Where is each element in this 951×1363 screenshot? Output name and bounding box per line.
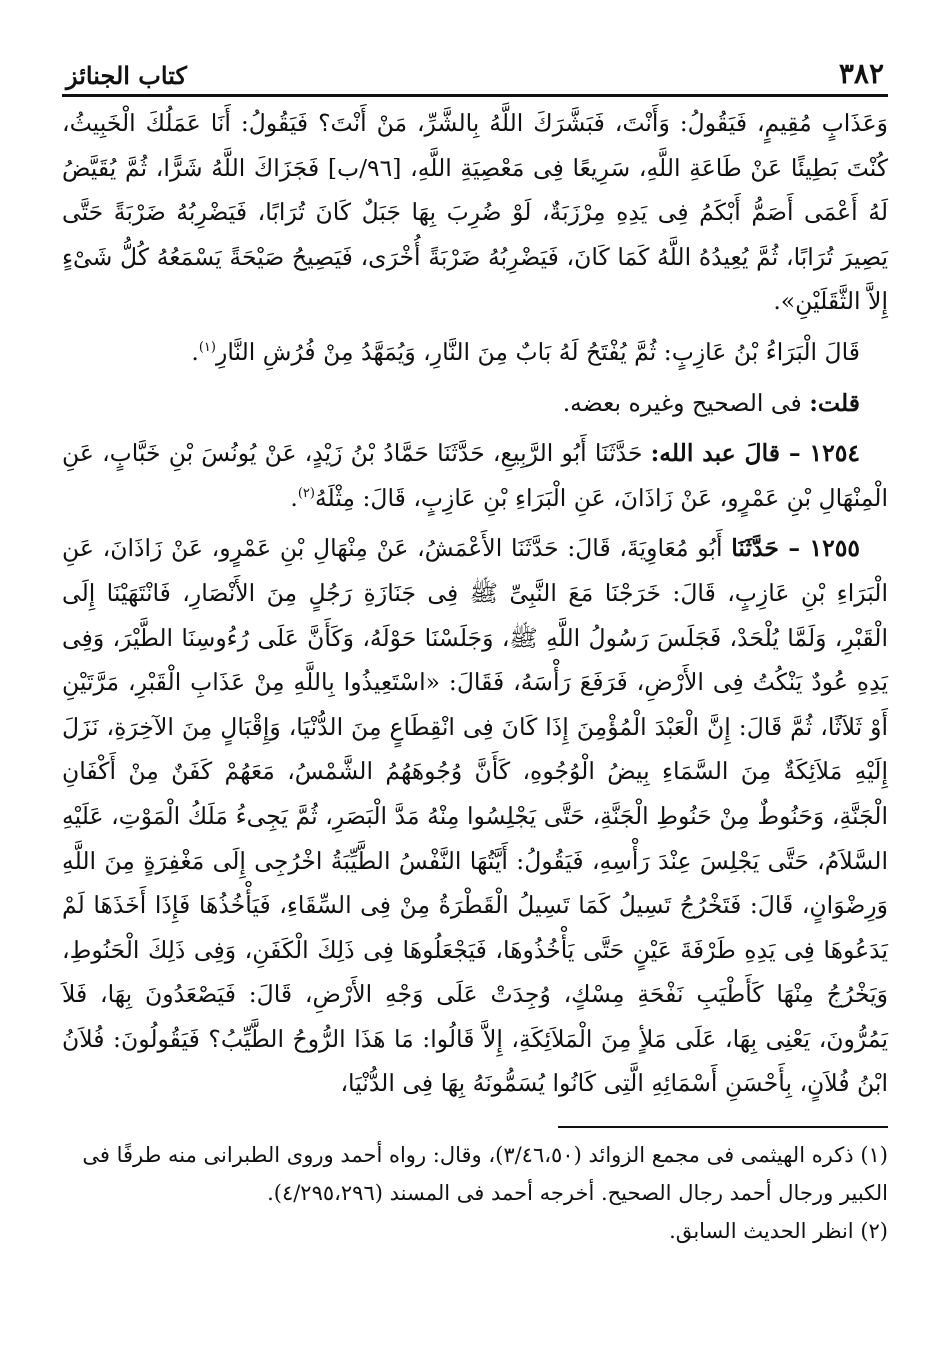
footnote-ref[interactable]: (١) (198, 340, 216, 356)
hadith-1254 (62, 431, 888, 520)
paragraph-text: فى الصحيح وغيره بعضه. (562, 388, 810, 417)
footnote-divider (558, 1126, 888, 1128)
paragraph-qultu (62, 381, 888, 426)
hadith-number: ١٢٥٥ – حَدَّثَنَا (731, 534, 860, 563)
document-page (62, 48, 888, 1250)
footnote-ref[interactable]: (٢) (297, 485, 315, 501)
page-number: ٣٨٢ (838, 57, 884, 90)
paragraph-text: قَالَ الْبَرَاءُ بْنُ عَازِبٍ: ثُمَّ يُفْتَحُ لَهُ بَابٌ مِنَ النَّارِ، وَيُمَهَّدُ مِنْ فُرُشِ النَّارِ (215, 337, 860, 366)
main-text (62, 101, 888, 1106)
paragraph-continuation (62, 101, 888, 324)
paragraph-text: وَعَذَابٍ مُقِيمٍ، فَيَقُولُ: وَأَنْتَ، فَبَشَّرَكَ اللَّهُ بِالشَّرِّ، مَنْ أَنْتَ؟ فَيَقُولُ: أَنَا عَمَلُكَ الْخَبِيثُ، كُنْتَ بَطِيئًا عَنْ طَاعَةِ اللَّهِ، سَرِيعًا فِى مَعْصِيَةِ اللَّهِ، [٩٦/ب] فَجَزَاكَ اللَّهُ شَرًّا، ثُمَّ يُقَيَّضُ لَهُ أَعْمَى أَصَمُّ أَبْكَمُ فِى يَدِهِ مِرْزَبَةٌ، لَوْ ضُرِبَ بِهَا جَبَلٌ كَانَ تُرَابًا، فَيَضْرِبُهُ ضَرْبَةً حَتَّى يَصِيرَ تُرَابًا، ثُمَّ يُعِيدُهُ اللَّهُ كَمَا كَانَ، فَيَضْرِبُهُ ضَرْبَةً أُخْرَى، فَيَصِيحُ صَيْحَةً يَسْمَعُهُ كُلُّ شَىْءٍ إِلاَّ الثَّقَلَيْنِ». (62, 109, 889, 316)
book-title: كتاب الجنائز (66, 61, 187, 90)
footnote-1: (١) ذكره الهيثمى فى مجمع الزوائد (٣/٤٦،٥٠)، وقال: رواه أحمد وروى الطبرانى منه طرفًا فى الكبير ورجال أحمد رجال الصحيح. أخرجه أحمد فى المسند (٤/٢٩٥،٢٩٦). (82, 1143, 888, 1206)
hadith-number: ١٢٥٤ – قالَ عبد الله: (650, 439, 860, 468)
paragraph-text: حَدَّثَنَا أَبُو الرَّبِيعِ، حَدَّثَنَا حَمَّادُ بْنُ زَيْدٍ، عَنْ يُونُسَ بْنِ خَبَّابٍ، عَنِ الْمِنْهَالِ بْنِ عَمْرٍو، عَنْ زَاذَانَ، عَنِ الْبَرَاءِ بْنِ عَازِبٍ، قَالَ: مِثْلَهُ (62, 439, 888, 512)
footnotes (62, 1136, 888, 1250)
page-header (62, 48, 888, 97)
hadith-1255 (62, 526, 888, 1106)
paragraph-bara-statement (62, 330, 888, 375)
paragraph-text: أَبُو مُعَاوِيَةَ، قَالَ: حَدَّثَنَا الأَعْمَشُ، عَنْ مِنْهَالِ بْنِ عَمْرٍو، عَنْ زَاذَانَ، عَنِ الْبَرَاءِ بْنِ عَازِبٍ، قَالَ: خَرَجْنَا مَعَ النَّبِىِّ ﷺ فِى جَنَازَةِ رَجُلٍ مِنَ الأَنْصَارِ، فَانْتَهَيْنَا إِلَى الْقَبْرِ، وَلَمَّا يُلْحَدْ، فَجَلَسَ رَسُولُ اللَّهِ ﷺ، وَجَلَسْنَا حَوْلَهُ، وَكَأَنَّ عَلَى رُءُوسِنَا الطَّيْرَ، وَفِى يَدِهِ عُودٌ يَنْكُتُ فِى الأَرْضِ، فَرَفَعَ رَأْسَهُ، فَقَالَ: «اسْتَعِيذُوا بِاللَّهِ مِنْ عَذَابِ الْقَبْرِ، مَرَّتَيْنِ أَوْ ثَلاَثًا، ثُمَّ قَالَ: إِنَّ الْعَبْدَ الْمُؤْمِنَ إِذَا كَانَ فِى انْقِطَاعٍ مِنَ الدُّنْيَا، وَإِقْبَالٍ مِنَ الآخِرَةِ، نَزَلَ إِلَيْهِ مَلاَئِكَةٌ مِنَ السَّمَاءِ بِيضُ الْوُجُوهِ، كَأَنَّ وُجُوهَهُمُ الشَّمْسُ، مَعَهُمْ كَفَنٌ مِنْ أَكْفَانِ الْجَنَّةِ، وَحَنُوطٌ مِنْ حَنُوطِ الْجَنَّةِ، حَتَّى يَجْلِسُوا مِنْهُ مَدَّ الْبَصَرِ، ثُمَّ يَجِىءُ مَلَكُ الْمَوْتِ، عَلَيْهِ السَّلاَمُ، حَتَّى يَجْلِسَ عِنْدَ رَأْسِهِ، فَيَقُولُ: أَيَّتُهَا النَّفْسُ الطَّيِّبَةُ اخْرُجِى إِلَى مَغْفِرَةٍ مِنَ اللَّهِ وَرِضْوَانٍ، قَالَ: فَتَخْرُجُ تَسِيلُ كَمَا تَسِيلُ الْقَطْرَةُ مِنْ فِى السِّقَاءِ، فَيَأْخُذُهَا فَإِذَا أَخَذَهَا لَمْ يَدَعُوهَا فِى يَدِهِ طَرْفَةَ عَيْنٍ حَتَّى يَأْخُذُوهَا، فَيَجْعَلُوهَا فِى ذَلِكَ الْكَفَنِ، وَفِى ذَلِكَ الْحَنُوطِ، وَيَخْرُجُ مِنْهَا كَأَطْيَبِ نَفْحَةِ مِسْكٍ، وُجِدَتْ عَلَى وَجْهِ الأَرْضِ، قَالَ: فَيَصْعَدُونَ بِهَا، فَلاَ يَمُرُّونَ، يَعْنِى بِهَا، عَلَى مَلأٍ مِنَ الْمَلاَئِكَةِ، إِلاَّ قَالُوا: مَا هَذَا الرُّوحُ الطَّيِّبُ؟ فَيَقُولُونَ: فُلاَنُ ابْنُ فُلاَنٍ، بِأَحْسَنِ أَسْمَائِهِ الَّتِى كَانُوا يُسَمُّونَهُ بِهَا فِى الدُّنْيَا، (62, 534, 888, 1098)
paragraph-lead: قلت: (809, 388, 860, 417)
footnote-2: (٢) انظر الحديث السابق. (669, 1219, 888, 1244)
period: . (290, 483, 298, 512)
period: . (191, 337, 199, 366)
